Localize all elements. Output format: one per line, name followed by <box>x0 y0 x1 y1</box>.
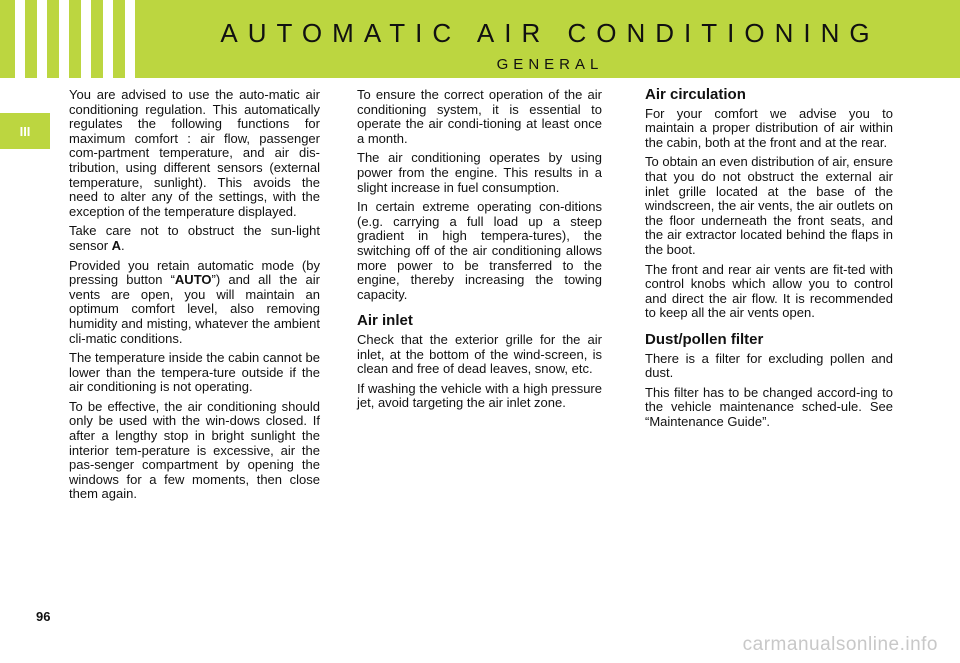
paragraph: This filter has to be changed accord-ing to the vehicle maintenance sched-ule. See “Maintenance Guide”. <box>645 384 893 429</box>
auto-button-label: AUTO <box>174 272 212 288</box>
text-run: ”) and all the air vents are open, you will maintain an optimum comfort level, also removing humidity and misting, whatever the ambient cli-matic conditions. <box>69 272 320 346</box>
header-stripe <box>37 0 47 78</box>
header-stripe <box>125 0 135 78</box>
heading-air-inlet: Air inlet <box>357 312 413 330</box>
paragraph: To be effective, the air conditioning should only be used with the win-dows closed. If after a lengthy stop in bright sunlight the interior tem-perature is excessive, air the pas-senger compartment by opening the windows for a few moments, then close them again. <box>69 398 320 502</box>
paragraph: There is a filter for excluding pollen and dust. <box>645 350 893 381</box>
paragraph: You are advised to use the auto-matic air conditioning regulation. This automatically regulates the following functions for maximum comfort : air flow, passenger com-partment temperature, and air dis-tribution, using different sensors (external temperature, sunlight). This avoids the need to alter any of the settings, with the exception of the temperature displayed. <box>69 87 320 219</box>
header-stripe <box>81 0 91 78</box>
text-run: Provided you retain automatic mode (by pressing button “ <box>69 257 320 288</box>
header-stripe <box>103 0 113 78</box>
heading-dust-pollen-filter: Dust/pollen filter <box>645 330 764 348</box>
column-1 <box>69 88 320 507</box>
page-title: AUTOMATIC AIR CONDITIONING <box>220 18 880 48</box>
watermark: carmanualsonline.info <box>742 634 938 655</box>
text-run: . <box>121 237 125 253</box>
text-run: Take care not to obstruct the sun-light sensor <box>69 223 320 253</box>
paragraph: The air conditioning operates by using power from the engine. This results in a slight increase in fuel consumption. <box>357 150 602 195</box>
paragraph <box>69 224 320 253</box>
paragraph: For your comfort we advise you to maintain a proper distribution of air within the cabin, both at the front and at the rear. <box>645 105 893 150</box>
page-subtitle: GENERAL <box>496 56 604 73</box>
paragraph: The temperature inside the cabin cannot be lower than the tempera-ture outside if the air conditioning is not operating. <box>69 350 320 395</box>
header-stripe <box>59 0 69 78</box>
paragraph: If washing the vehicle with a high pressure jet, avoid targeting the air inlet zone. <box>357 380 602 411</box>
paragraph: In certain extreme operating con-ditions (e.g. carrying a full load up a steep gradient in high tempera-tures), the switching off of the air conditioning allows more power to be transferred to the engine, thereby increasing the towing capacity. <box>357 199 602 302</box>
paragraph: To ensure the correct operation of the air conditioning system, it is essential to operate the air condi-tioning at least once a month. <box>357 87 602 146</box>
column-2 <box>357 88 602 416</box>
heading-air-circulation: Air circulation <box>645 86 746 103</box>
section-tab: III <box>0 113 50 149</box>
header-stripe <box>15 0 25 78</box>
page-number: 96 <box>36 609 51 624</box>
paragraph <box>69 259 320 347</box>
paragraph: The front and rear air vents are fit-ted with control knobs which allow you to control and direct the air flow. It is recommended to keep all the air vents open. <box>645 261 893 321</box>
paragraph: Check that the exterior grille for the air inlet, at the bottom of the wind-screen, is clean and free of dead leaves, snow, etc. <box>357 331 602 377</box>
sensor-label: A <box>111 237 122 253</box>
paragraph: To obtain an even distribution of air, ensure that you do not obstruct the external air inlet grille located at the base of the windscreen, the air vents, the air outlets on the floor underneath the front seats, and the air extractor located behind the flaps in the boot. <box>645 154 893 257</box>
column-3 <box>645 88 893 434</box>
page-header <box>0 0 960 78</box>
